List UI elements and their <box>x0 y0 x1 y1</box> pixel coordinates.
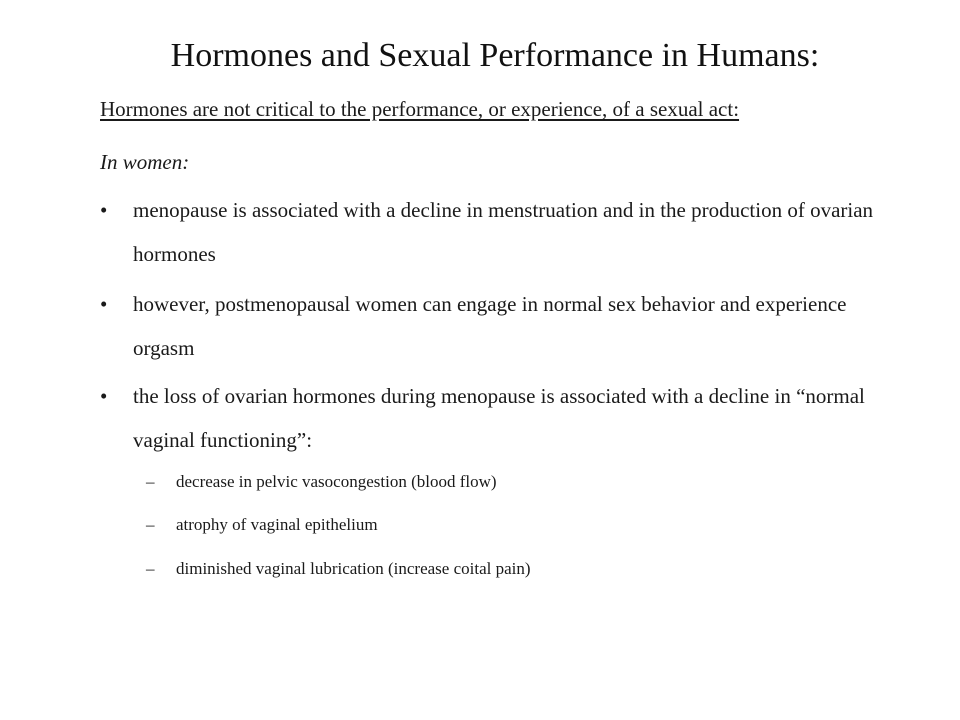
sub-bullet-item <box>146 470 497 494</box>
sub-bullet-text: atrophy of vaginal epithelium <box>176 515 378 534</box>
bullet-item <box>100 188 890 276</box>
sub-bullet-item <box>146 557 531 581</box>
dash-icon: – <box>146 515 155 534</box>
bullet-item <box>100 282 890 370</box>
sub-bullet-text: diminished vaginal lubrication (increase coital pain) <box>176 559 531 578</box>
dash-icon: – <box>146 559 155 578</box>
sub-bullet-item <box>146 513 378 537</box>
bullet-icon: • <box>100 198 108 222</box>
sub-bullet-text: decrease in pelvic vasocongestion (blood flow) <box>176 472 497 491</box>
bullet-icon: • <box>100 384 108 408</box>
bullet-icon: • <box>100 292 108 316</box>
bullet-text: the loss of ovarian hormones during menopause is associated with a decline in “normal vaginal functioning”: <box>133 384 865 452</box>
slide-title: Hormones and Sexual Performance in Humans: <box>170 37 820 74</box>
bullet-text: menopause is associated with a decline in menstruation and in the production of ovarian hormones <box>133 198 874 266</box>
slide-subtitle: Hormones are not critical to the performance, or experience, of a sexual act: <box>100 97 740 121</box>
bullet-text: however, postmenopausal women can engage in normal sex behavior and experience orgasm <box>133 292 847 360</box>
section-heading: In women: <box>100 150 190 174</box>
bullet-item <box>100 374 890 462</box>
dash-icon: – <box>146 472 155 491</box>
